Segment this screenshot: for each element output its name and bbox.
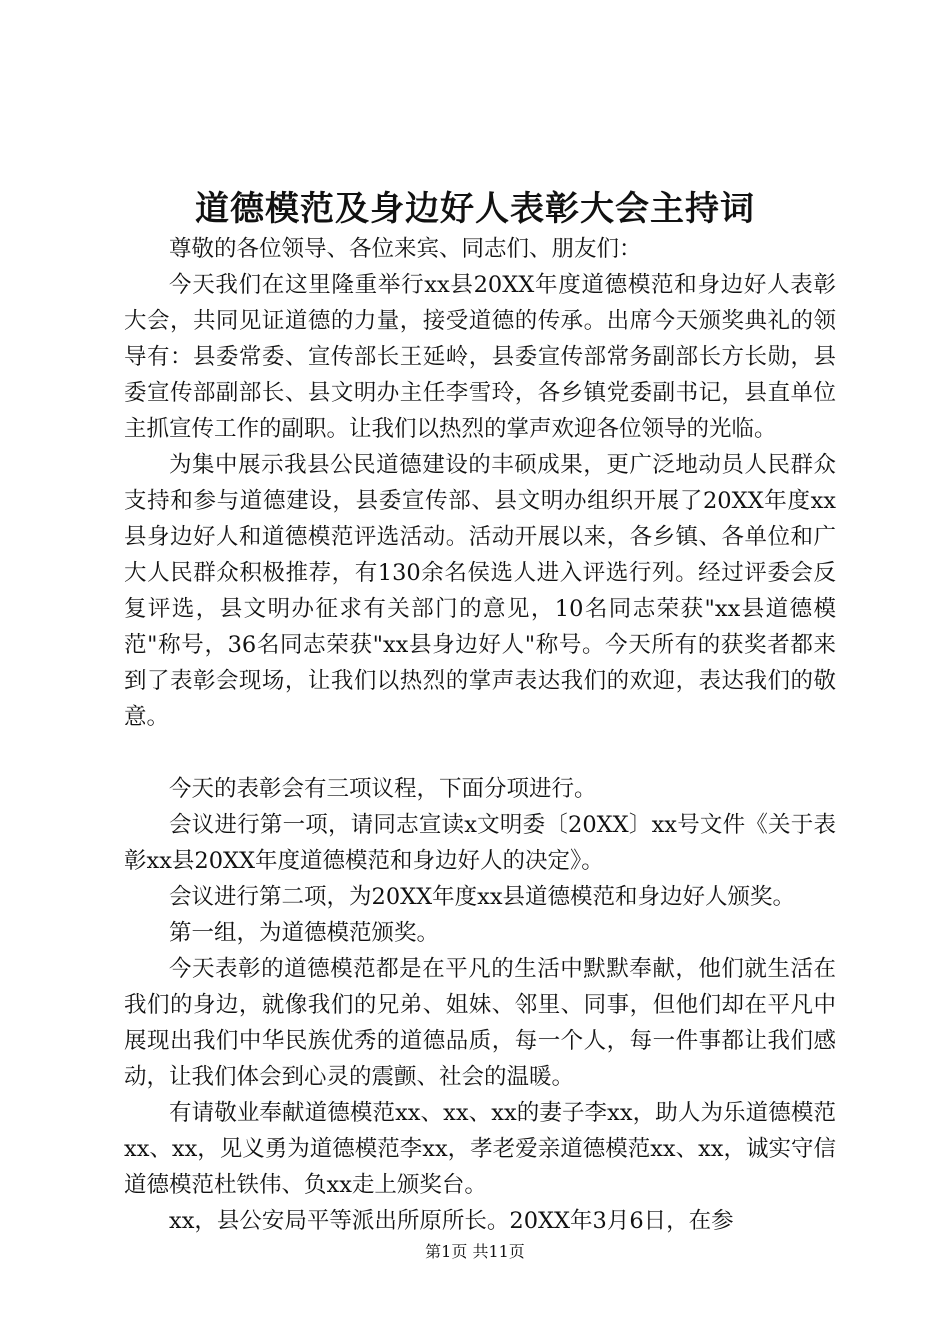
body-paragraph: 今天我们在这里隆重举行xx县20XX年度道德模范和身边好人表彰大会，共同见证道德的力量，接受道德的传承。出席今天颁奖典礼的领导有：县委常委、宣传部长王延岭，县委宣传部常务副部长方长勋，县委宣传部副部长、县文明办主任李雪玲，各乡镇党委副书记，县直单位主抓宣传工作的副职。让我们以热烈的掌声欢迎各位领导的光临。 <box>124 272 836 442</box>
body-paragraph: 会议进行第一项，请同志宣读x文明委〔20XX〕xx号文件《关于表彰xx县20XX年度道德模范和身边好人的决定》。 <box>124 812 836 874</box>
body-paragraph: xx，县公安局平等派出所原所长。20XX年3月6日，在参 <box>169 1208 734 1234</box>
salutation-paragraph: 尊敬的各位领导、各位来宾、同志们、朋友们： <box>169 236 642 262</box>
body-paragraph: 为集中展示我县公民道德建设的丰硕成果，更广泛地动员人民群众支持和参与道德建设，县委宣传部、县文明办组织开展了20XX年度xx县身边好人和道德模范评选活动。活动开展以来，各乡镇、各单位和广大人民群众积极推荐，有130余名侯选人进入评选行列。经过评委会反复评选，县文明办征求有关部门的意见，10名同志荣获"xx县道德模范"称号，36名同志荣获"xx县身边好人"称号。今天所有的获奖者都来到了表彰会现场，让我们以热烈的掌声表达我们的欢迎，表达我们的敬意。 <box>124 452 836 730</box>
document-title: 道德模范及身边好人表彰大会主持词 <box>195 189 755 229</box>
body-paragraph: 有请敬业奉献道德模范xx、xx、xx的妻子李xx，助人为乐道德模范xx、xx，见义勇为道德模范李xx，孝老爱亲道德模范xx、xx，诚实守信道德模范杜铁伟、负xx走上颁奖台。 <box>124 1100 836 1198</box>
body-paragraph: 第一组，为道德模范颁奖。 <box>169 920 440 946</box>
document-body <box>124 231 836 1239</box>
body-paragraph: 会议进行第二项，为20XX年度xx县道德模范和身边好人颁奖。 <box>169 884 796 910</box>
page-footer: 第1页 共11页 <box>425 1242 525 1261</box>
body-paragraph: 今天表彰的道德模范都是在平凡的生活中默默奉献，他们就生活在我们的身边，就像我们的兄弟、姐妹、邻里、同事，但他们却在平凡中展现出我们中华民族优秀的道德品质，每一个人，每一件事都让我们感动，让我们体会到心灵的震颤、社会的温暖。 <box>124 956 836 1090</box>
body-paragraph: 今天的表彰会有三项议程，下面分项进行。 <box>169 776 597 802</box>
